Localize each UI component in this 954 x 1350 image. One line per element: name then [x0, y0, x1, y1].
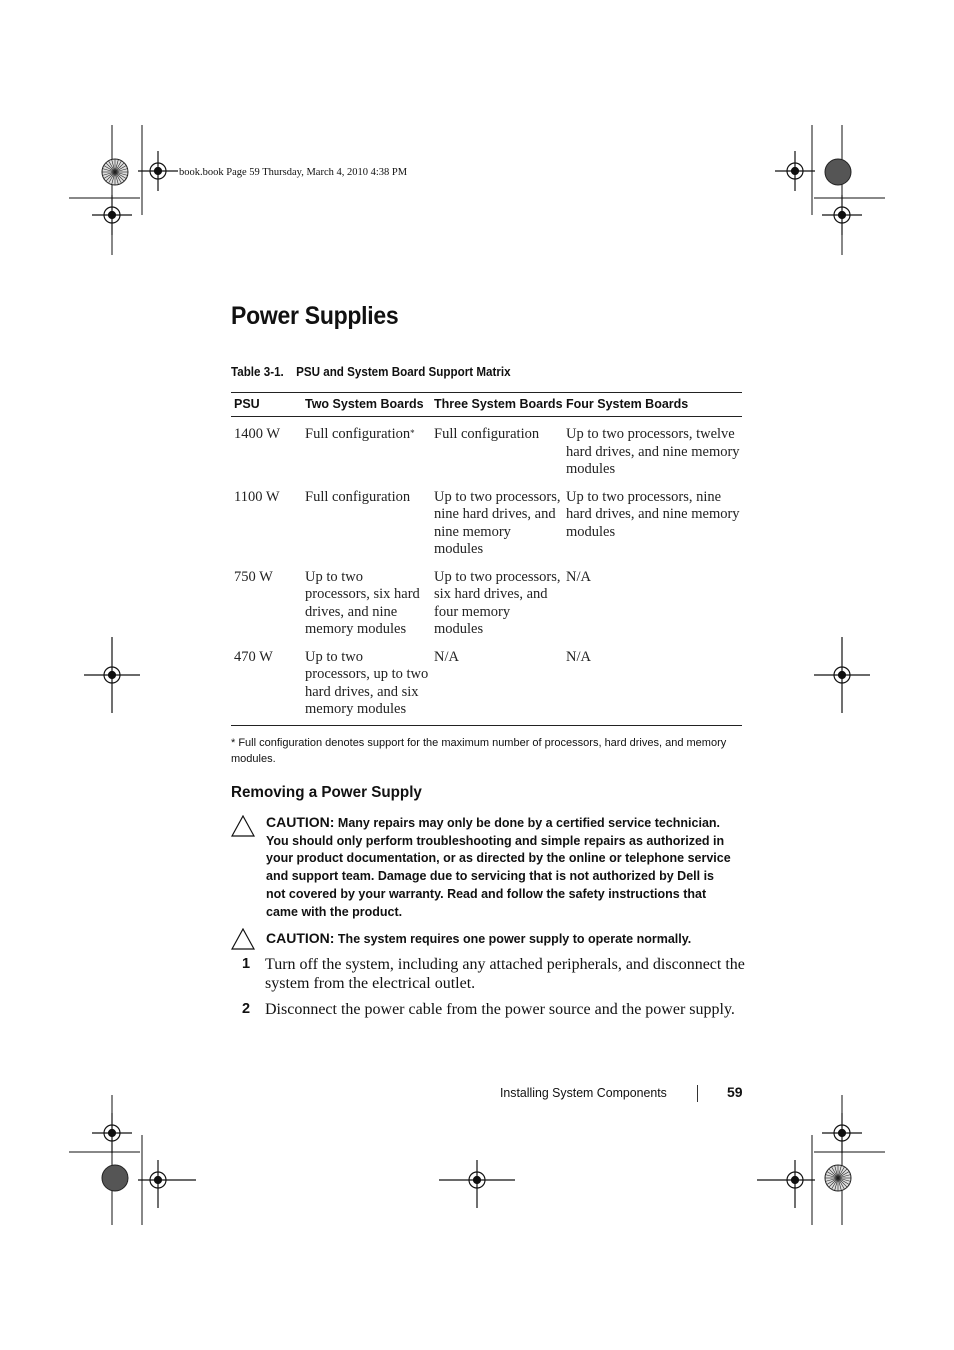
caution-note	[266, 814, 736, 921]
page-number: 59	[727, 1084, 743, 1100]
table-cell: Full configuration	[434, 426, 540, 442]
caution-text: Many repairs may only be done by a certified service technician. You should only perform troubleshooting and simple repairs as authorized in your product documentation, or as directed by the online or telephone service and support team. Damage due to servicing that is not authorized by Dell is not covered by your warranty. Read and follow the safety instructions that came with the product.	[266, 816, 731, 919]
header-stamp: book.book Page 59 Thursday, March 4, 2010 4:38 PM	[179, 167, 408, 178]
table-cell: 470 W	[234, 648, 273, 665]
section-heading: Removing a Power Supply	[231, 784, 422, 801]
caution-text: The system requires one power supply to operate normally.	[337, 932, 692, 946]
footer-divider	[697, 1085, 698, 1102]
table-cell-text: Full configuration	[305, 426, 411, 442]
table-header-cell: Two System Boards	[302, 393, 431, 417]
table-cell: Up to two processors, up to two hard drives, and six memory modules	[305, 648, 429, 717]
table-row	[231, 560, 742, 640]
table-caption	[231, 365, 511, 379]
caution-note	[266, 930, 746, 949]
table-cell: 1400 W	[234, 426, 281, 442]
step-text: Disconnect the power cable from the power source and the power supply.	[265, 1001, 735, 1018]
psu-support-table	[231, 392, 742, 726]
table-row	[231, 417, 742, 480]
table-footnote: * Full configuration denotes support for the maximum number of processors, hard drives, and memory modules.	[231, 737, 727, 765]
table-cell: Full configuration	[305, 488, 411, 505]
step-number: 1	[242, 956, 251, 972]
table-cell	[302, 417, 431, 480]
table-cell: Up to two processors, six hard drives, and four memory modules	[434, 568, 561, 637]
page-title: Power Supplies	[231, 302, 399, 330]
table-cell: Up to two processors, six hard drives, and nine memory modules	[305, 568, 420, 637]
table-caption-text: PSU and System Board Support Matrix	[296, 365, 511, 379]
table-header-cell: Four System Boards	[563, 393, 742, 417]
table-cell: 1100 W	[234, 488, 280, 505]
table-cell: N/A	[434, 648, 459, 665]
table-cell: Up to two processors, twelve hard drives, and nine memory modules	[566, 426, 740, 477]
table-row	[231, 480, 742, 560]
table-cell: N/A	[566, 648, 591, 665]
table-cell: N/A	[566, 568, 591, 585]
step-number: 2	[242, 1001, 251, 1017]
table-row	[231, 640, 742, 726]
table-caption-number: Table 3-1.	[231, 365, 284, 379]
table-header-cell: Three System Boards	[431, 393, 563, 417]
footnote-marker: *	[410, 428, 415, 438]
caution-icon	[231, 928, 255, 950]
caution-label: CAUTION:	[266, 814, 335, 830]
table-cell: 750 W	[234, 568, 273, 585]
step-text: Turn off the system, including any attached peripherals, and disconnect the system from the electrical outlet.	[265, 956, 745, 992]
table-header-cell: PSU	[231, 393, 302, 417]
table-cell: Up to two processors, nine hard drives, and nine memory modules	[566, 488, 740, 540]
footer-section-title: Installing System Components	[500, 1085, 667, 1100]
table-cell: Up to two processors, nine hard drives, and nine memory modules	[434, 488, 561, 557]
table-header-row	[231, 393, 742, 417]
caution-label: CAUTION:	[266, 930, 335, 946]
caution-icon	[231, 815, 255, 837]
